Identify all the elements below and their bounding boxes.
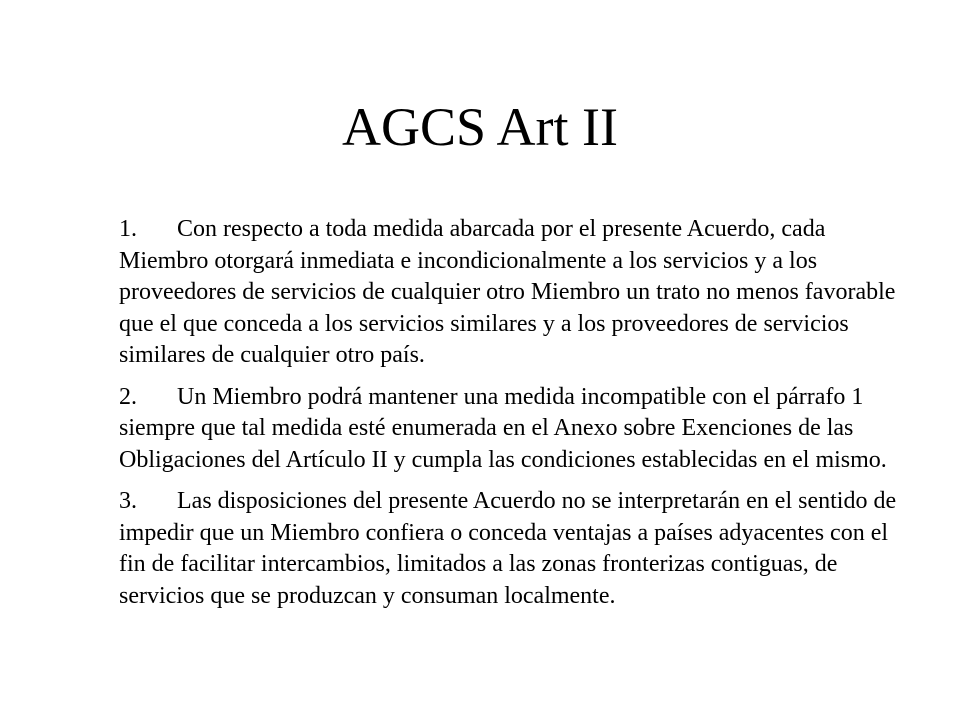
paragraph-text: Con respecto a toda medida abarcada por el presente Acuerdo, cada Miembro otorgará inmediata e incondicionalmente a los servicios y a los proveedores de servicios de cualquier otro Miembro un trato no menos favorable que el que conceda a los servicios similares y a los proveedores de servicios similares de cualquier otro país. — [119, 216, 896, 368]
paragraph-number: 1. — [119, 216, 137, 242]
paragraph-2 — [119, 382, 899, 477]
slide-title: AGCS Art II — [341, 97, 618, 157]
paragraph-text: Un Miembro podrá mantener una medida incompatible con el párrafo 1 siempre que tal medida esté enumerada en el Anexo sobre Exenciones de las Obligaciones del Artículo II y cumpla las condiciones establecidas en el mismo. — [119, 383, 887, 473]
paragraph-3 — [119, 486, 899, 612]
paragraph-number: 3. — [119, 488, 137, 514]
paragraph-number: 2. — [119, 383, 137, 410]
paragraph-text: Las disposiciones del presente Acuerdo no se interpretarán en el sentido de impedir que un Miembro confiera o conceda ventajas a países adyacentes con el fin de facilitar intercambios, limitados a las zonas fronterizas contiguas, de servicios que se produzcan y consuman localmente. — [119, 488, 897, 609]
article-body — [119, 214, 899, 622]
paragraph-1 — [119, 214, 899, 372]
